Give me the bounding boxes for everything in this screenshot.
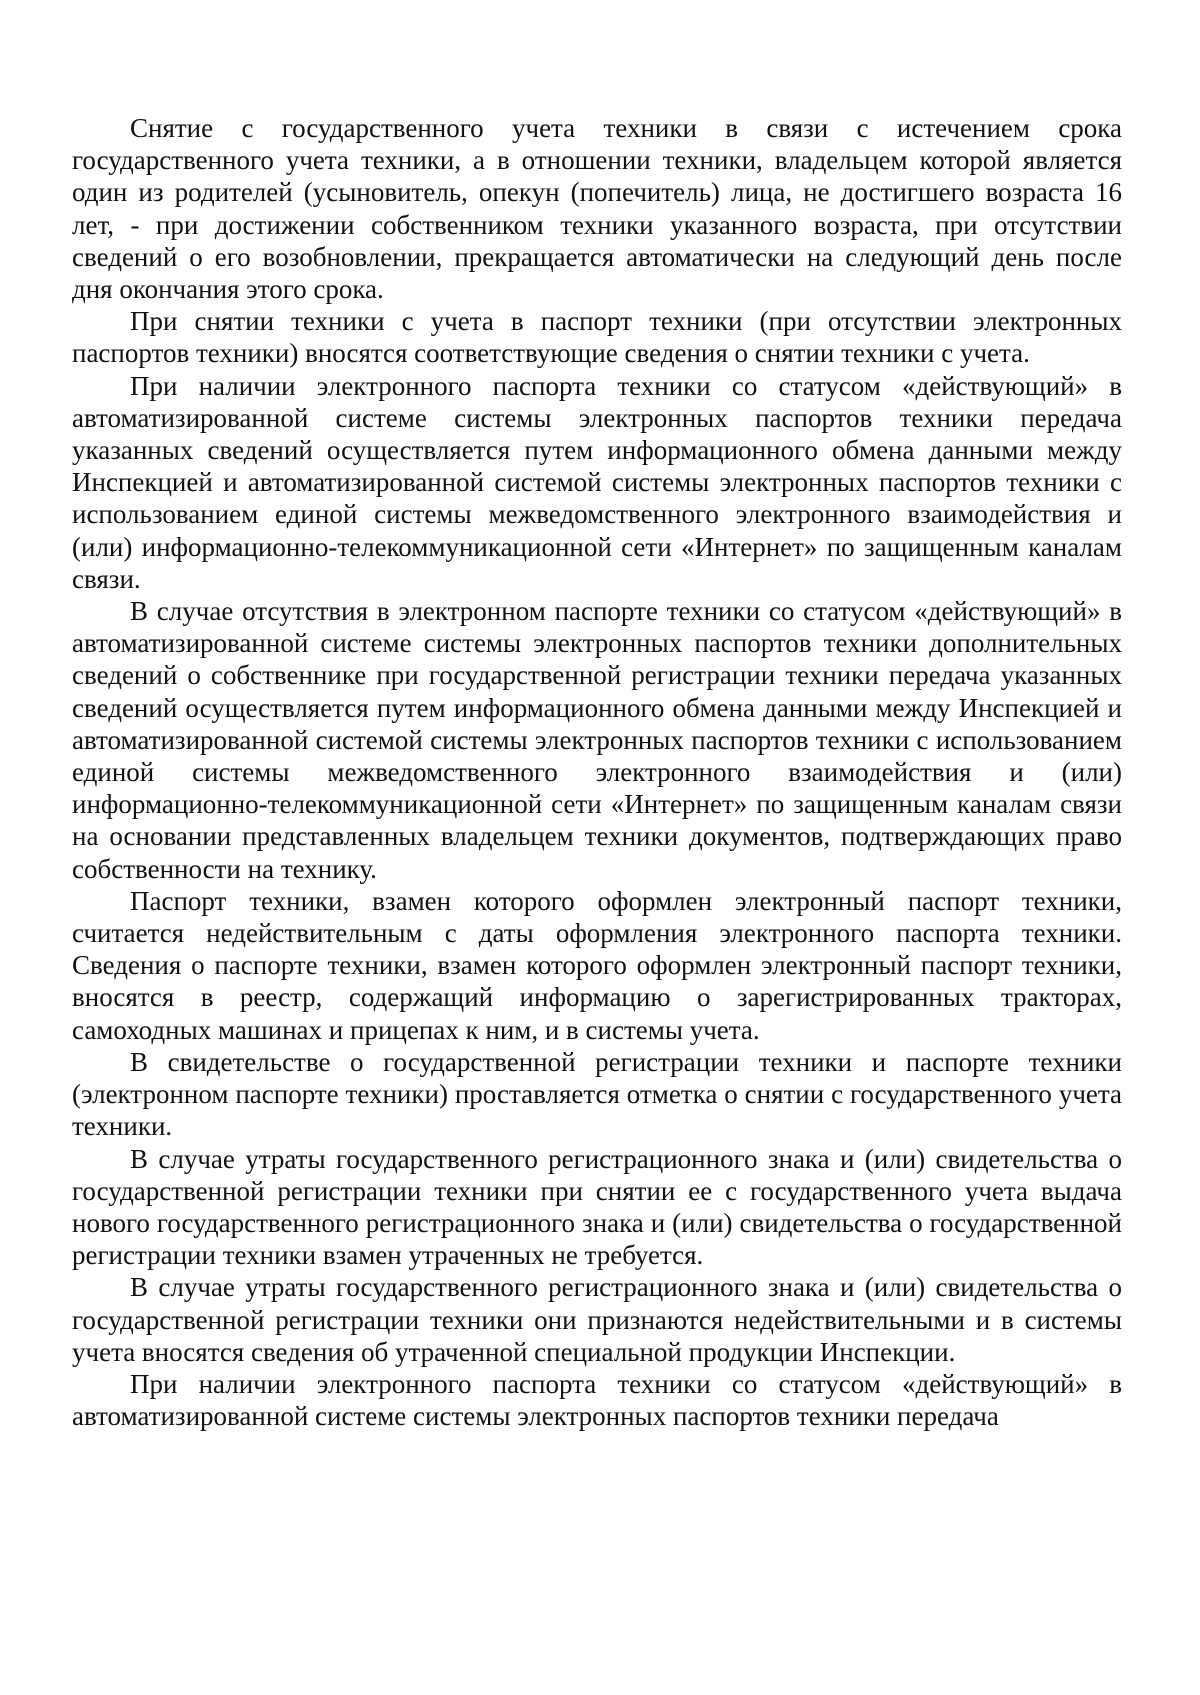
paragraph-1: Снятие с государственного учета техники в связи с истечением срока государственного учета техники, а в отношении техники, владельцем которой является один из родителей (усыновитель, опекун (попечитель) лица, не достигшего возраста 16 лет, - при достижении собственником техники указанного возраста, при отсутствии сведений о его возобновлении, прекращается автоматически на следующий день после дня окончания этого срока. <box>72 113 1122 305</box>
paragraph-3: При наличии электронного паспорта техники со статусом «действующий» в автоматизированной системе системы электронных паспортов техники передача указанных сведений осуществляется путем информационного обмена данными между Инспекцией и автоматизированной системой системы электронных паспортов техники с использованием единой системы межведомственного электронного взаимодействия и (или) информационно-телекоммуникационной сети «Интернет» по защищенным каналам связи. <box>72 370 1122 594</box>
document-page <box>72 112 1122 1432</box>
paragraph-6: В свидетельстве о государственной регистрации техники и паспорте техники (электронном паспорте техники) проставляется отметка о снятии с государственного учета техники. <box>72 1046 1122 1142</box>
paragraph-7: В случае утраты государственного регистрационного знака и (или) свидетельства о государственной регистрации техники при снятии ее с государственного учета выдача нового государственного регистрационного знака и (или) свидетельства о государственной регистрации техники взамен утраченных не требуется. <box>72 1143 1122 1271</box>
paragraph-8: В случае утраты государственного регистрационного знака и (или) свидетельства о государственной регистрации техники они признаются недействительными и в системы учета вносятся сведения об утраченной специальной продукции Инспекции. <box>72 1272 1122 1367</box>
paragraph-5: Паспорт техники, взамен которого оформлен электронный паспорт техники, считается недействительным с даты оформления электронного паспорта техники. Сведения о паспорте техники, взамен которого оформлен электронный паспорт техники, вносятся в реестр, содержащий информацию о зарегистрированных тракторах, самоходных машинах и прицепах к ним, и в системы учета. <box>72 885 1122 1045</box>
paragraph-2: При снятии техники с учета в паспорт техники (при отсутствии электронных паспортов техники) вносятся соответствующие сведения о снятии техники с учета. <box>72 306 1122 369</box>
paragraph-4: В случае отсутствия в электронном паспорте техники со статусом «действующий» в автоматизированной системе системы электронных паспортов техники дополнительных сведений о собственнике при государственной регистрации техники передача указанных сведений осуществляется путем информационного обмена данными между Инспекцией и автоматизированной системой системы электронных паспортов техники с использованием единой системы межведомственного электронного взаимодействия и (или) информационно-телекоммуникационной сети «Интернет» по защищенным каналам связи на основании представленных владельцем техники документов, подтверждающих право собственности на технику. <box>72 596 1122 884</box>
paragraph-9: При наличии электронного паспорта техники со статусом «действующий» в автоматизированной системе системы электронных паспортов техники передача <box>72 1368 1122 1432</box>
